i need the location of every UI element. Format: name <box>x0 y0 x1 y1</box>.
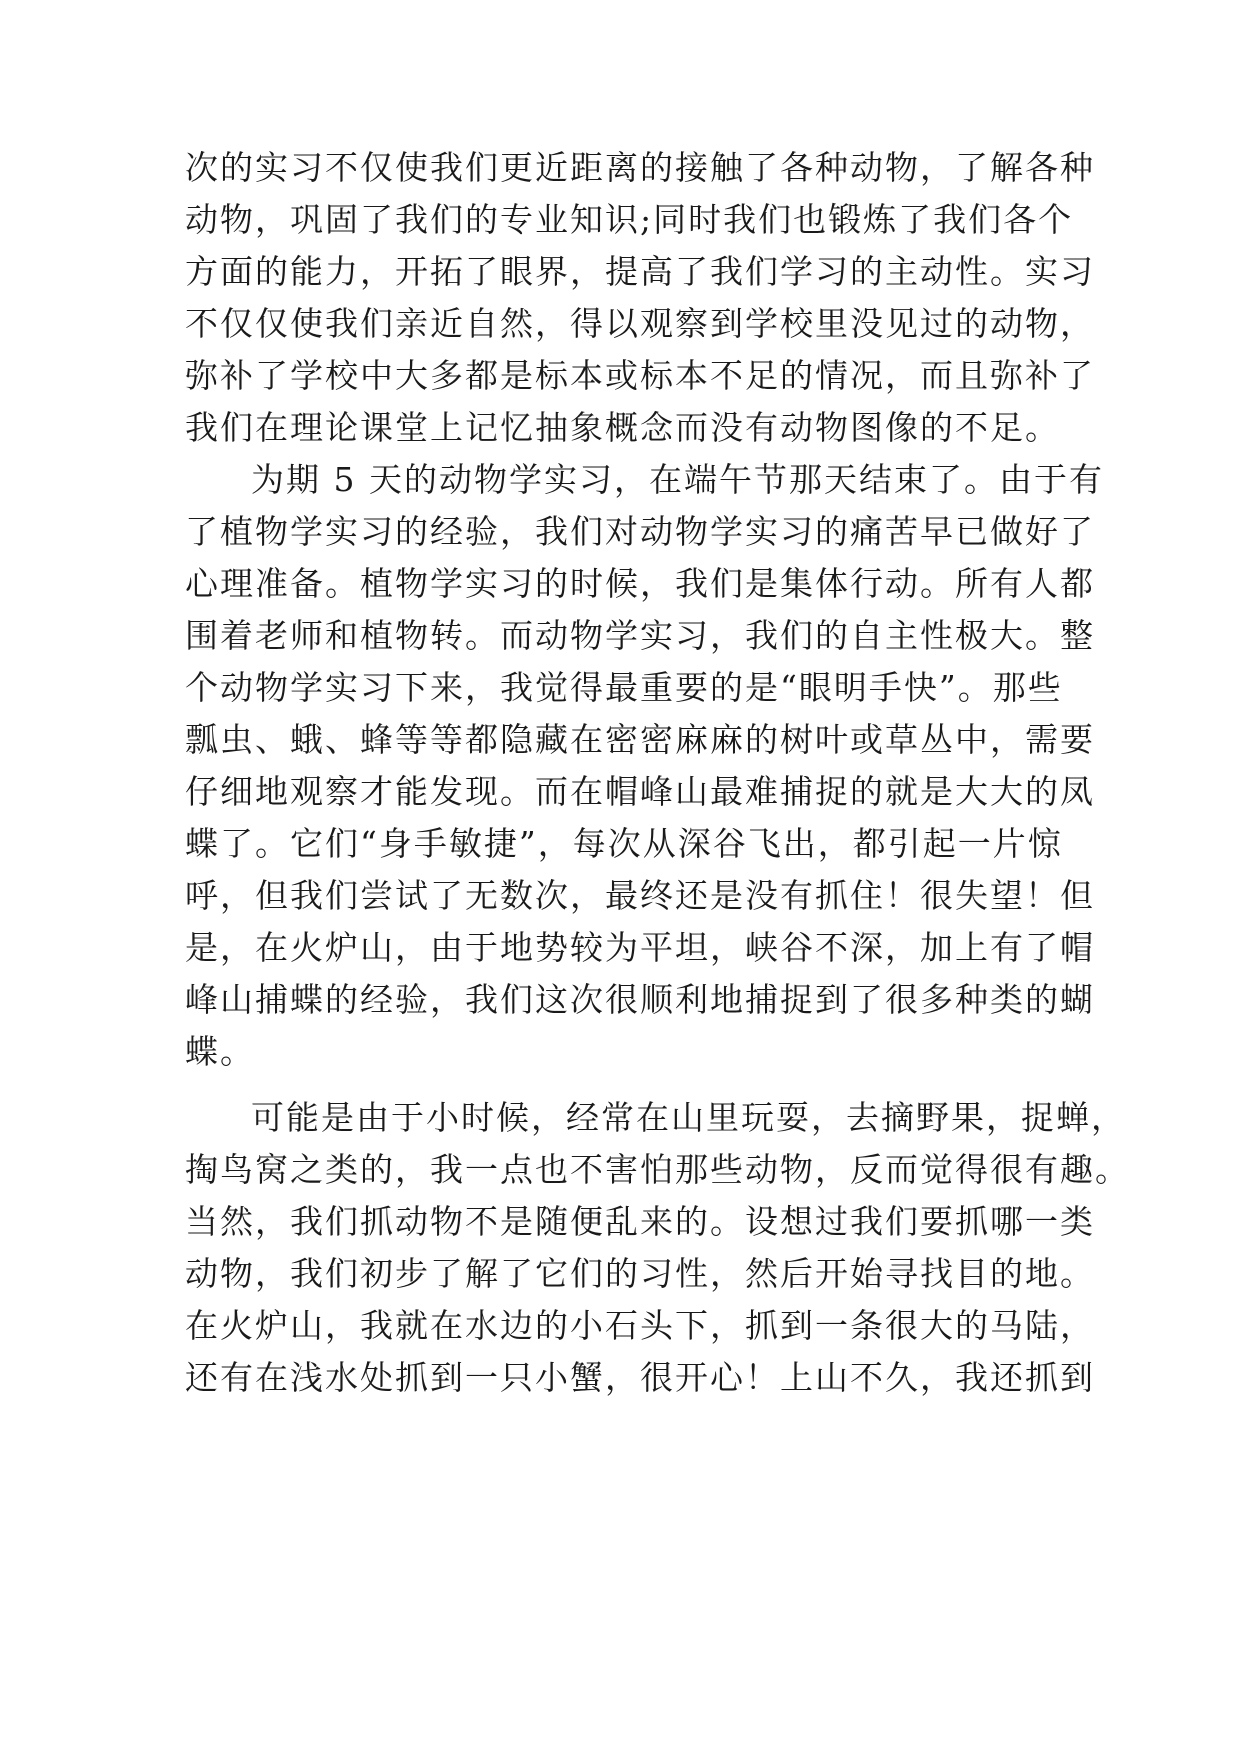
text-line: 动物，我们初步了解了它们的习性，然后开始寻找目的地。 <box>185 1254 1095 1293</box>
text-line: 次的实习不仅使我们更近距离的接触了各种动物，了解各种 <box>185 148 1095 187</box>
text-line: 我们在理论课堂上记忆抽象概念而没有动物图像的不足。 <box>185 408 1060 447</box>
text-line: 当然，我们抓动物不是随便乱来的。设想过我们要抓哪一类 <box>185 1202 1095 1241</box>
text-line: 蝶了。它们“身手敏捷”，每次从深谷飞出，都引起一片惊 <box>185 824 1063 863</box>
text-line: 在火炉山，我就在水边的小石头下，抓到一条很大的马陆， <box>185 1306 1095 1345</box>
text-line: 峰山捕蝶的经验，我们这次很顺利地捕捉到了很多种类的蝴 <box>185 980 1095 1019</box>
text-line: 是，在火炉山，由于地势较为平坦，峡谷不深，加上有了帽 <box>185 928 1095 967</box>
text-line: 了植物学实习的经验，我们对动物学实习的痛苦早已做好了 <box>185 512 1095 551</box>
text-line: 蝶。 <box>185 1032 255 1071</box>
text-line: 还有在浅水处抓到一只小蟹，很开心！上山不久，我还抓到 <box>185 1358 1095 1397</box>
text-line: 方面的能力，开拓了眼界，提高了我们学习的主动性。实习 <box>185 252 1095 291</box>
text-line: 个动物学实习下来，我觉得最重要的是“眼明手快”。那些 <box>185 668 1063 707</box>
text-line: 弥补了学校中大多都是标本或标本不足的情况，而且弥补了 <box>185 356 1095 395</box>
text-line: 瓢虫、蛾、蜂等等都隐藏在密密麻麻的树叶或草丛中，需要 <box>185 720 1095 759</box>
text-line: 仔细地观察才能发现。而在帽峰山最难捕捉的就是大大的凤 <box>185 772 1095 811</box>
text-line: 动物，巩固了我们的专业知识;同时我们也锻炼了我们各个 <box>185 200 1074 239</box>
text-line: 可能是由于小时候，经常在山里玩耍，去摘野果，捉蝉， <box>251 1098 1126 1137</box>
text-line: 心理准备。植物学实习的时候，我们是集体行动。所有人都 <box>185 564 1095 603</box>
text-line: 掏鸟窝之类的，我一点也不害怕那些动物，反而觉得很有趣。 <box>185 1150 1130 1189</box>
text-line: 为期 5 天的动物学实习，在端午节那天结束了。由于有 <box>251 460 1104 499</box>
text-line: 围着老师和植物转。而动物学实习，我们的自主性极大。整 <box>185 616 1095 655</box>
text-line: 呼，但我们尝试了无数次，最终还是没有抓住！很失望！但 <box>185 876 1095 915</box>
text-line: 不仅仅使我们亲近自然，得以观察到学校里没见过的动物， <box>185 304 1095 343</box>
